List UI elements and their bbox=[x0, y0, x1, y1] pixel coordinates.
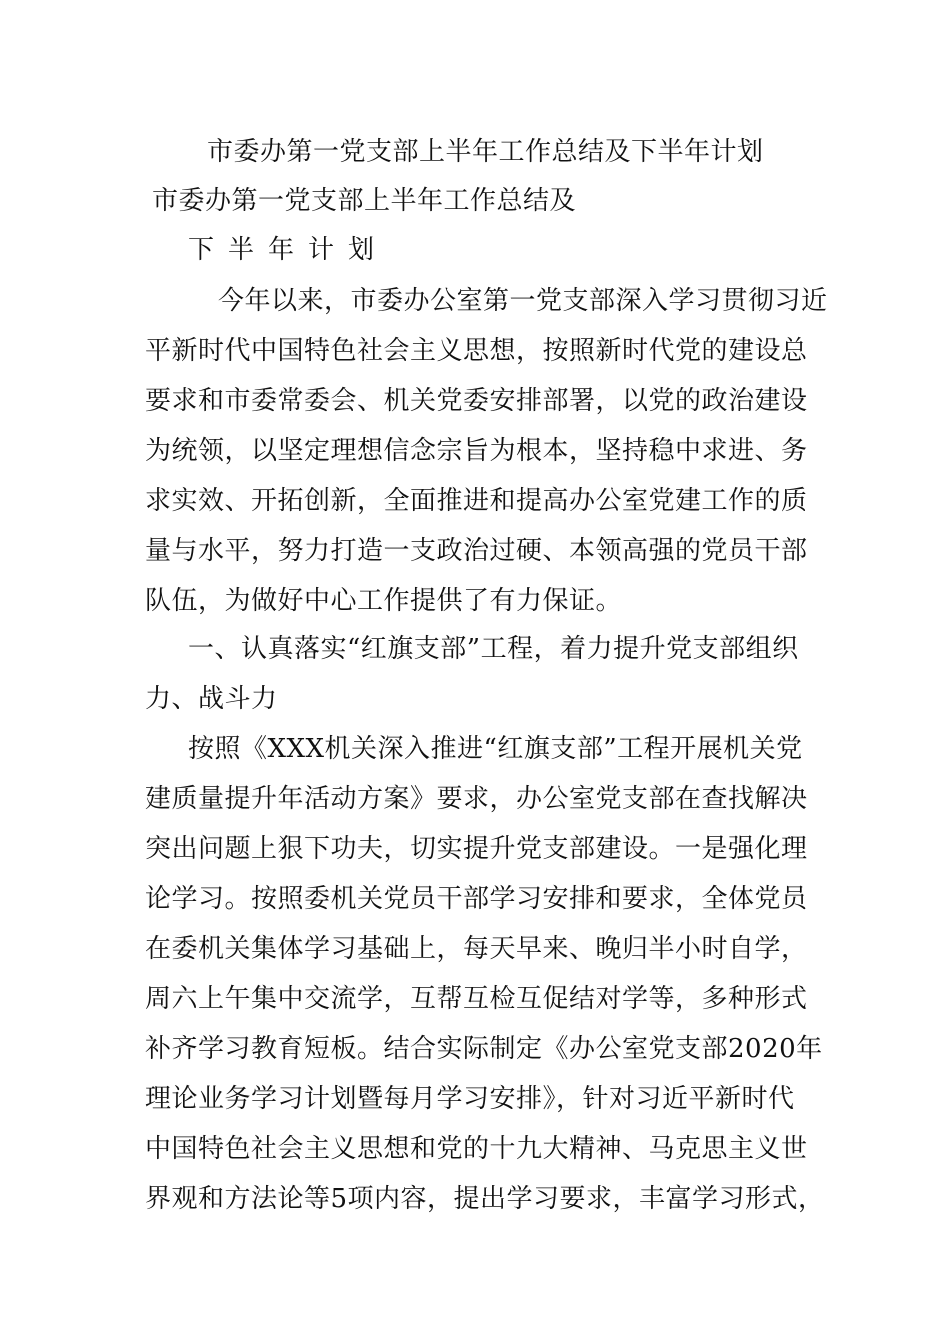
paragraph-line: 论学习。按照委机关党员干部学习安排和要求，全体党员 bbox=[145, 884, 808, 914]
paragraph-line: 在委机关集体学习基础上，每天早来、晚归半小时自学， bbox=[145, 934, 808, 964]
paragraph-line: 量与水平，努力打造一支政治过硬、本领高强的党员干部 bbox=[145, 536, 808, 566]
paragraph-line: 中国特色社会主义思想和党的十九大精神、马克思主义世 bbox=[145, 1134, 808, 1164]
document-title: 市委办第一党支部上半年工作总结及下半年计划 bbox=[207, 137, 764, 167]
paragraph-line: 突出问题上狠下功夫，切实提升党支部建设。一是强化理 bbox=[145, 834, 808, 864]
section-heading-line: 力、战斗力 bbox=[145, 684, 278, 714]
paragraph-line: 为统领，以坚定理想信念宗旨为根本，坚持稳中求进、务 bbox=[145, 436, 808, 466]
paragraph-line: 界观和方法论等5项内容，提出学习要求，丰富学习形式， bbox=[145, 1184, 825, 1214]
paragraph-line: 平新时代中国特色社会主义思想，按照新时代党的建设总 bbox=[145, 336, 808, 366]
paragraph-line: 周六上午集中交流学，互帮互检互促结对学等，多种形式 bbox=[145, 984, 808, 1014]
paragraph-line: 按照《XXX机关深入推进“红旗支部”工程开展机关党 bbox=[188, 734, 803, 764]
paragraph-line: 队伍，为做好中心工作提供了有力保证。 bbox=[145, 586, 623, 616]
document-subtitle-line-2: 下半年计划 bbox=[188, 235, 389, 265]
paragraph-line: 补齐学习教育短板。结合实际制定《办公室党支部2020年 bbox=[145, 1034, 823, 1064]
paragraph-line: 理论业务学习计划暨每月学习安排》，针对习近平新时代 bbox=[145, 1084, 795, 1114]
paragraph-line: 今年以来，市委办公室第一党支部深入学习贯彻习近 bbox=[218, 286, 828, 316]
document-subtitle-line-1: 市委办第一党支部上半年工作总结及 bbox=[152, 186, 577, 216]
paragraph-line: 建质量提升年活动方案》要求，办公室党支部在查找解决 bbox=[145, 784, 808, 814]
section-heading-line: 一、认真落实“红旗支部”工程，着力提升党支部组织 bbox=[188, 634, 799, 664]
paragraph-line: 要求和市委常委会、机关党委安排部署，以党的政治建设 bbox=[145, 386, 808, 416]
paragraph-line: 求实效、开拓创新，全面推进和提高办公室党建工作的质 bbox=[145, 486, 808, 516]
